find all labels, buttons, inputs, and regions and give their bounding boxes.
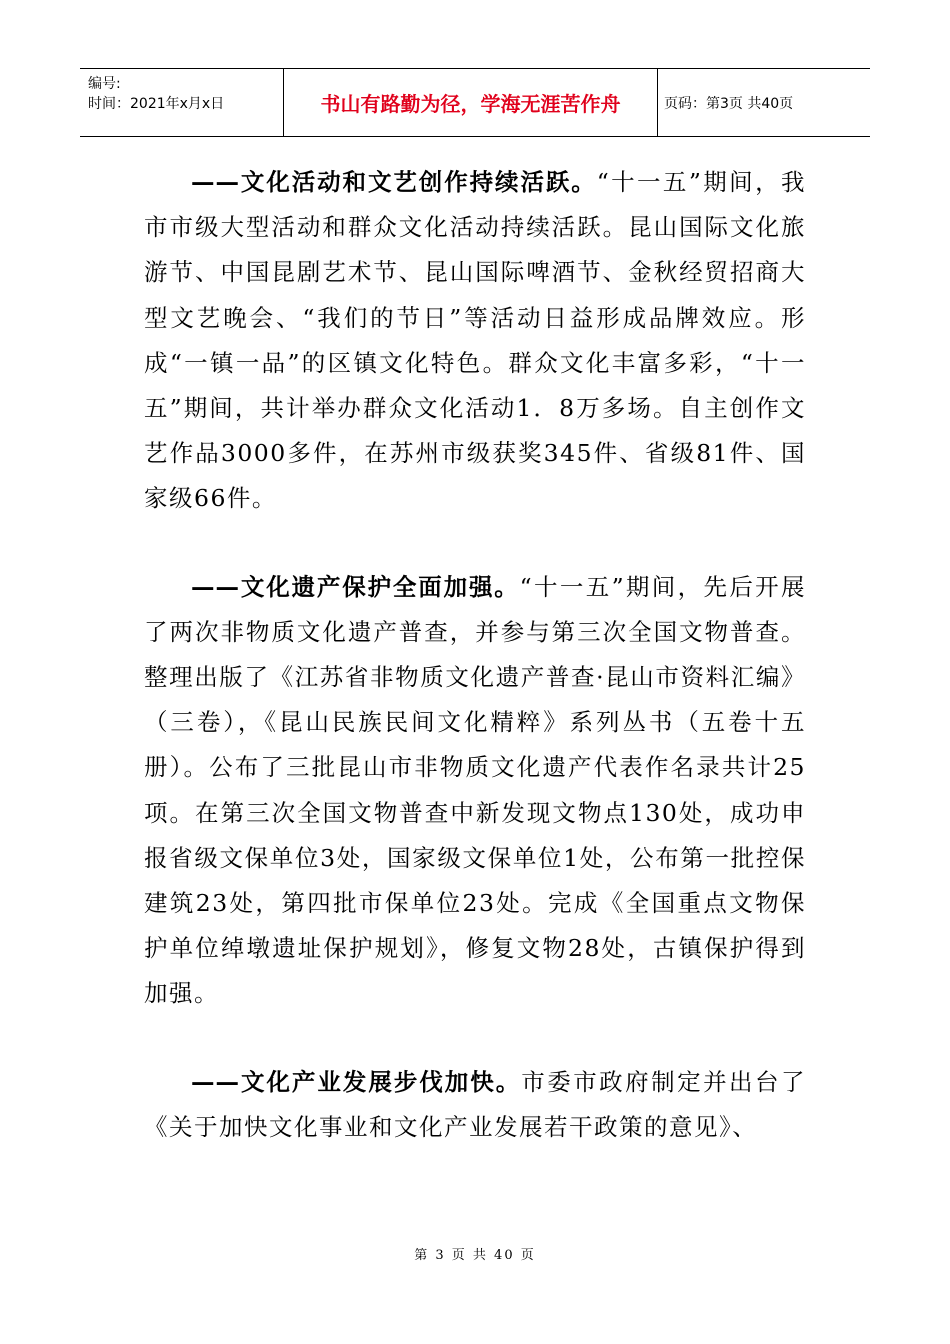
page-header: [80, 68, 870, 137]
paragraph-lead: ——文化产业发展步伐加快。: [191, 1067, 522, 1096]
paragraph-body: 市委市政府制定并出台了《关于加快文化事业和文化产业发展若干政策的意见》、: [144, 1067, 807, 1141]
page-footer: 第 3 页 共 40 页: [414, 1248, 536, 1263]
header-meta: [80, 69, 284, 136]
paragraph-heritage-protection: [144, 565, 806, 1017]
paragraph-body: “十一五”期间，我市市级大型活动和群众文化活动持续活跃。昆山国际文化旅游节、中国昆剧艺术节、昆山国际啤酒节、金秋经贸招商大型文艺晚会、“我们的节日”等活动日益形成品牌效应。形成“一镇一品”的区镇文化特色。群众文化丰富多彩，“十一五”期间，共计举办群众文化活动1．8万多场。自主创作文艺作品3000多件，在苏州市级获奖345件、省级81件、国家级66件。: [144, 168, 807, 513]
paragraph-lead: ——文化活动和文艺创作持续活跃。: [191, 168, 597, 196]
paragraph-cultural-industry: [144, 1060, 806, 1150]
paragraph-body: “十一五”期间，先后开展了两次非物质文化遗产普查，并参与第三次全国文物普查。整理出版了《江苏省非物质文化遗产普查·昆山市资料汇编》（三卷），《昆山民族民间文化精粹》系列丛书（五卷十五册）。公布了三批昆山市非物质文化遗产代表作名录共计25项。在第三次全国文物普查中新发现文物点130处，成功申报省级文保单位3处，国家级文保单位1处，公布第一批控保建筑23处，第四批市保单位23处。完成《全国重点文物保护单位绰墩遗址保护规划》，修复文物28处，古镇保护得到加强。: [144, 572, 807, 1008]
document-time-label: 时间：2021年x月x日: [88, 96, 225, 112]
header-page-info: 页码：第3页 共40页: [664, 95, 794, 112]
document-number-label: 编号:: [88, 76, 121, 92]
header-motto: 书山有路勤为径，学海无涯苦作舟: [284, 69, 658, 136]
paragraph-cultural-activities: [144, 160, 806, 522]
document-body: [144, 160, 806, 1193]
paragraph-lead: ——文化遗产保护全面加强。: [191, 572, 520, 601]
